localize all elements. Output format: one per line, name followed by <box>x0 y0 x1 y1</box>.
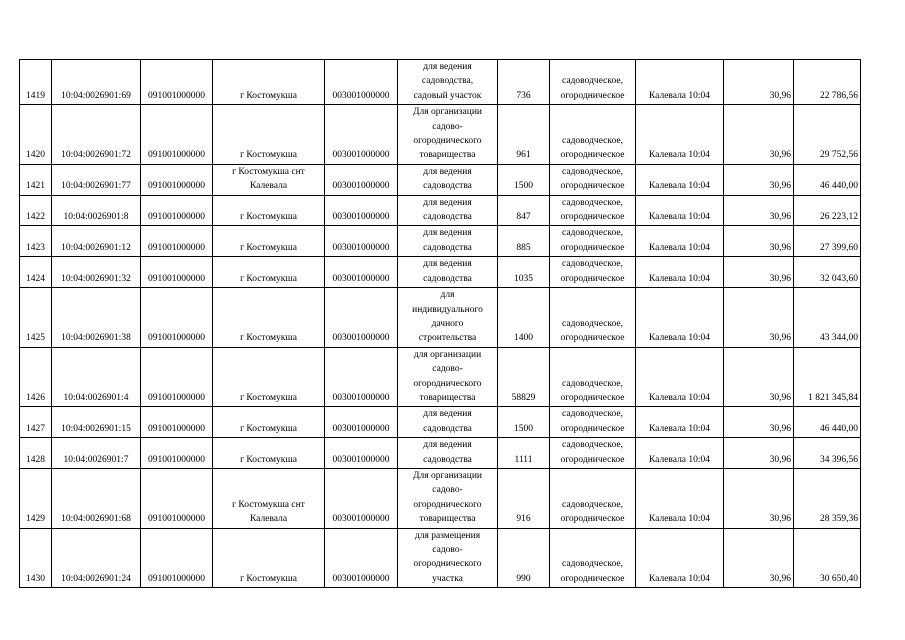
purpose-line: для организации <box>413 349 482 360</box>
category-line: огородническое <box>560 573 625 584</box>
locality-line: г Костомукша <box>240 273 297 284</box>
purpose-line: Для организации <box>413 470 482 481</box>
purpose-cell <box>398 468 498 528</box>
purpose-line: Для организации <box>413 107 482 118</box>
locality-line: Калевала <box>249 514 288 525</box>
purpose-line: садоводства <box>423 242 472 253</box>
locality-cell <box>213 528 325 588</box>
area-cell: 847 <box>498 195 550 226</box>
cadastral-value-cell: 32 043,60 <box>794 257 861 288</box>
zone-cell: Калевала 10:04 <box>636 347 724 407</box>
purpose-line: садоводства <box>423 273 472 284</box>
cadastral-value-cell: 30 650,40 <box>794 528 861 588</box>
area-cell: 1400 <box>498 288 550 348</box>
purpose-line: для размещения <box>414 530 481 541</box>
category-line: огородническое <box>560 212 625 223</box>
purpose-line: садовый участок <box>413 90 482 101</box>
row-number-cell: 1420 <box>20 105 52 165</box>
purpose-line: для <box>440 290 455 301</box>
zone-cell: Калевала 10:04 <box>636 195 724 226</box>
purpose-line: огороднического <box>413 378 482 389</box>
row-number-cell: 1429 <box>20 468 52 528</box>
cadastral-value-cell: 28 359,36 <box>794 468 861 528</box>
purpose-line: дачного <box>431 318 464 329</box>
locality-cell <box>213 60 325 105</box>
oktmo-cell: 091001000000 <box>141 528 213 588</box>
cadastral-number-cell: 10:04:0026901:77 <box>52 164 141 195</box>
category-line: садоводческое, <box>562 228 623 239</box>
row-number-cell: 1423 <box>20 226 52 257</box>
code-cell: 003001000000 <box>325 407 398 438</box>
rate-cell: 30,96 <box>724 257 794 288</box>
cadastral-number-cell: 10:04:0026901:69 <box>52 60 141 105</box>
area-cell: 736 <box>498 60 550 105</box>
category-line: садоводческое, <box>562 559 623 570</box>
purpose-line: товарищества <box>419 392 476 403</box>
zone-cell: Калевала 10:04 <box>636 226 724 257</box>
table-row <box>20 288 861 348</box>
row-number-cell: 1421 <box>20 164 52 195</box>
code-cell: 003001000000 <box>325 195 398 226</box>
code-cell: 003001000000 <box>325 468 398 528</box>
purpose-cell <box>398 164 498 195</box>
row-number-cell: 1419 <box>20 60 52 105</box>
locality-cell <box>213 164 325 195</box>
locality-cell <box>213 468 325 528</box>
purpose-cell <box>398 105 498 165</box>
zone-cell: Калевала 10:04 <box>636 438 724 469</box>
category-line: садоводческое, <box>562 409 623 420</box>
cadastral-number-cell: 10:04:0026901:68 <box>52 468 141 528</box>
area-cell: 1500 <box>498 407 550 438</box>
rate-cell: 30,96 <box>724 288 794 348</box>
locality-line: Калевала <box>249 181 288 192</box>
category-line: огородническое <box>560 333 625 344</box>
rate-cell: 30,96 <box>724 60 794 105</box>
cadastral-number-cell: 10:04:0026901:32 <box>52 257 141 288</box>
category-line: садоводческое, <box>562 378 623 389</box>
cadastral-value-cell: 27 399,60 <box>794 226 861 257</box>
purpose-line: огороднического <box>413 559 482 570</box>
locality-line: г Костомукша <box>240 150 297 161</box>
rate-cell: 30,96 <box>724 195 794 226</box>
rate-cell: 30,96 <box>724 407 794 438</box>
row-number-cell: 1428 <box>20 438 52 469</box>
purpose-cell <box>398 195 498 226</box>
rate-cell: 30,96 <box>724 468 794 528</box>
category-line: садоводческое, <box>562 259 623 270</box>
purpose-line: садоводства <box>423 423 472 434</box>
purpose-line: товарищества <box>419 514 476 525</box>
area-cell: 916 <box>498 468 550 528</box>
code-cell: 003001000000 <box>325 105 398 165</box>
rate-cell: 30,96 <box>724 226 794 257</box>
purpose-line: для ведения <box>423 409 472 420</box>
table-row <box>20 528 861 588</box>
purpose-line: огороднического <box>413 136 482 147</box>
oktmo-cell: 091001000000 <box>141 226 213 257</box>
category-cell <box>550 438 636 469</box>
cadastral-value-cell: 46 440,00 <box>794 164 861 195</box>
category-cell <box>550 195 636 226</box>
locality-line: г Костомукша <box>240 573 297 584</box>
cadastral-value-cell: 43 344,00 <box>794 288 861 348</box>
category-cell <box>550 288 636 348</box>
purpose-cell <box>398 347 498 407</box>
category-line: огородническое <box>560 454 625 465</box>
category-line: огородническое <box>560 514 625 525</box>
purpose-cell <box>398 226 498 257</box>
oktmo-cell: 091001000000 <box>141 438 213 469</box>
cadastral-value-cell: 26 223,12 <box>794 195 861 226</box>
category-cell <box>550 105 636 165</box>
table-row <box>20 347 861 407</box>
table-row <box>20 226 861 257</box>
purpose-line: садово- <box>432 364 463 375</box>
cadastral-number-cell: 10:04:0026901:15 <box>52 407 141 438</box>
locality-cell <box>213 438 325 469</box>
locality-cell <box>213 195 325 226</box>
area-cell: 58829 <box>498 347 550 407</box>
area-cell: 1111 <box>498 438 550 469</box>
category-cell <box>550 60 636 105</box>
code-cell: 003001000000 <box>325 164 398 195</box>
zone-cell: Калевала 10:04 <box>636 257 724 288</box>
category-line: огородническое <box>560 150 625 161</box>
oktmo-cell: 091001000000 <box>141 347 213 407</box>
zone-cell: Калевала 10:04 <box>636 60 724 105</box>
row-number-cell: 1426 <box>20 347 52 407</box>
locality-cell <box>213 407 325 438</box>
table-row <box>20 438 861 469</box>
purpose-line: для ведения <box>423 440 472 451</box>
category-line: огородническое <box>560 90 625 101</box>
category-line: огородническое <box>560 273 625 284</box>
row-number-cell: 1424 <box>20 257 52 288</box>
area-cell: 1500 <box>498 164 550 195</box>
category-line: садоводческое, <box>562 440 623 451</box>
code-cell: 003001000000 <box>325 438 398 469</box>
zone-cell: Калевала 10:04 <box>636 164 724 195</box>
cadastral-number-cell: 10:04:0026901:8 <box>52 195 141 226</box>
category-cell <box>550 226 636 257</box>
code-cell: 003001000000 <box>325 226 398 257</box>
category-line: садоводческое, <box>562 318 623 329</box>
locality-line: г Костомукша снт <box>232 499 305 510</box>
cadastral-number-cell: 10:04:0026901:4 <box>52 347 141 407</box>
category-line: садоводческое, <box>562 499 623 510</box>
purpose-line: садово- <box>432 485 463 496</box>
purpose-cell <box>398 528 498 588</box>
purpose-line: садоводства, <box>421 76 474 87</box>
cadastral-value-cell: 22 786,56 <box>794 60 861 105</box>
table-row <box>20 195 861 226</box>
oktmo-cell: 091001000000 <box>141 164 213 195</box>
zone-cell: Калевала 10:04 <box>636 528 724 588</box>
code-cell: 003001000000 <box>325 347 398 407</box>
cadastral-value-cell: 29 752,56 <box>794 105 861 165</box>
oktmo-cell: 091001000000 <box>141 195 213 226</box>
zone-cell: Калевала 10:04 <box>636 407 724 438</box>
purpose-line: садоводства <box>423 454 472 465</box>
category-cell <box>550 407 636 438</box>
rate-cell: 30,96 <box>724 105 794 165</box>
oktmo-cell: 091001000000 <box>141 257 213 288</box>
cadastral-value-cell: 34 396,56 <box>794 438 861 469</box>
purpose-line: садоводства <box>423 212 472 223</box>
purpose-line: для ведения <box>423 197 472 208</box>
locality-cell <box>213 288 325 348</box>
purpose-line: садоводства <box>423 181 472 192</box>
category-line: садоводческое, <box>562 136 623 147</box>
row-number-cell: 1427 <box>20 407 52 438</box>
area-cell: 990 <box>498 528 550 588</box>
oktmo-cell: 091001000000 <box>141 105 213 165</box>
locality-cell <box>213 105 325 165</box>
locality-line: г Костомукша снт <box>232 166 305 177</box>
locality-line: г Костомукша <box>240 392 297 403</box>
area-cell: 885 <box>498 226 550 257</box>
row-number-cell: 1422 <box>20 195 52 226</box>
purpose-line: для ведения <box>423 62 472 72</box>
purpose-cell <box>398 60 498 105</box>
cadastral-number-cell: 10:04:0026901:38 <box>52 288 141 348</box>
table-row <box>20 257 861 288</box>
purpose-line: для ведения <box>423 166 472 177</box>
rate-cell: 30,96 <box>724 438 794 469</box>
purpose-line: огороднического <box>413 499 482 510</box>
category-line: садоводческое, <box>562 76 623 87</box>
zone-cell: Калевала 10:04 <box>636 288 724 348</box>
purpose-cell <box>398 288 498 348</box>
oktmo-cell: 091001000000 <box>141 468 213 528</box>
locality-line: г Костомукша <box>240 90 297 101</box>
row-number-cell: 1430 <box>20 528 52 588</box>
purpose-cell <box>398 407 498 438</box>
locality-cell <box>213 226 325 257</box>
category-line: огородническое <box>560 423 625 434</box>
cadastral-number-cell: 10:04:0026901:12 <box>52 226 141 257</box>
purpose-line: для ведения <box>423 228 472 239</box>
locality-line: г Костомукша <box>240 242 297 253</box>
cadastral-number-cell: 10:04:0026901:7 <box>52 438 141 469</box>
area-cell: 1035 <box>498 257 550 288</box>
area-cell: 961 <box>498 105 550 165</box>
locality-line: г Костомукша <box>240 212 297 223</box>
cadastral-number-cell: 10:04:0026901:72 <box>52 105 141 165</box>
rate-cell: 30,96 <box>724 528 794 588</box>
table-body <box>20 60 861 588</box>
locality-line: г Костомукша <box>240 333 297 344</box>
rate-cell: 30,96 <box>724 164 794 195</box>
locality-line: г Костомукша <box>240 423 297 434</box>
code-cell: 003001000000 <box>325 60 398 105</box>
purpose-cell <box>398 257 498 288</box>
purpose-line: товарищества <box>419 150 476 161</box>
table-row <box>20 468 861 528</box>
table-row <box>20 164 861 195</box>
zone-cell: Калевала 10:04 <box>636 468 724 528</box>
cadastral-number-cell: 10:04:0026901:24 <box>52 528 141 588</box>
category-line: огородническое <box>560 392 625 403</box>
oktmo-cell: 091001000000 <box>141 407 213 438</box>
rate-cell: 30,96 <box>724 347 794 407</box>
purpose-line: строительства <box>418 333 477 344</box>
purpose-line: индивидуального <box>412 304 483 315</box>
purpose-cell <box>398 438 498 469</box>
category-line: огородническое <box>560 181 625 192</box>
cadastral-value-cell: 46 440,00 <box>794 407 861 438</box>
locality-cell <box>213 347 325 407</box>
category-line: садоводческое, <box>562 166 623 177</box>
category-cell <box>550 468 636 528</box>
category-cell <box>550 164 636 195</box>
category-cell <box>550 528 636 588</box>
category-cell <box>550 257 636 288</box>
category-line: садоводческое, <box>562 197 623 208</box>
table-row <box>20 60 861 105</box>
purpose-line: для ведения <box>423 259 472 270</box>
oktmo-cell: 091001000000 <box>141 288 213 348</box>
code-cell: 003001000000 <box>325 528 398 588</box>
zone-cell: Калевала 10:04 <box>636 105 724 165</box>
purpose-line: садово- <box>432 121 463 132</box>
code-cell: 003001000000 <box>325 288 398 348</box>
locality-cell <box>213 257 325 288</box>
cadastral-value-cell: 1 821 345,84 <box>794 347 861 407</box>
oktmo-cell: 091001000000 <box>141 60 213 105</box>
row-number-cell: 1425 <box>20 288 52 348</box>
purpose-line: садово- <box>432 545 463 555</box>
category-cell <box>550 347 636 407</box>
locality-line: г Костомукша <box>240 454 297 465</box>
code-cell: 003001000000 <box>325 257 398 288</box>
cadastral-value-table <box>19 59 861 588</box>
table-row <box>20 105 861 165</box>
table-row <box>20 407 861 438</box>
purpose-line: участка <box>432 573 463 584</box>
category-line: огородническое <box>560 242 625 253</box>
